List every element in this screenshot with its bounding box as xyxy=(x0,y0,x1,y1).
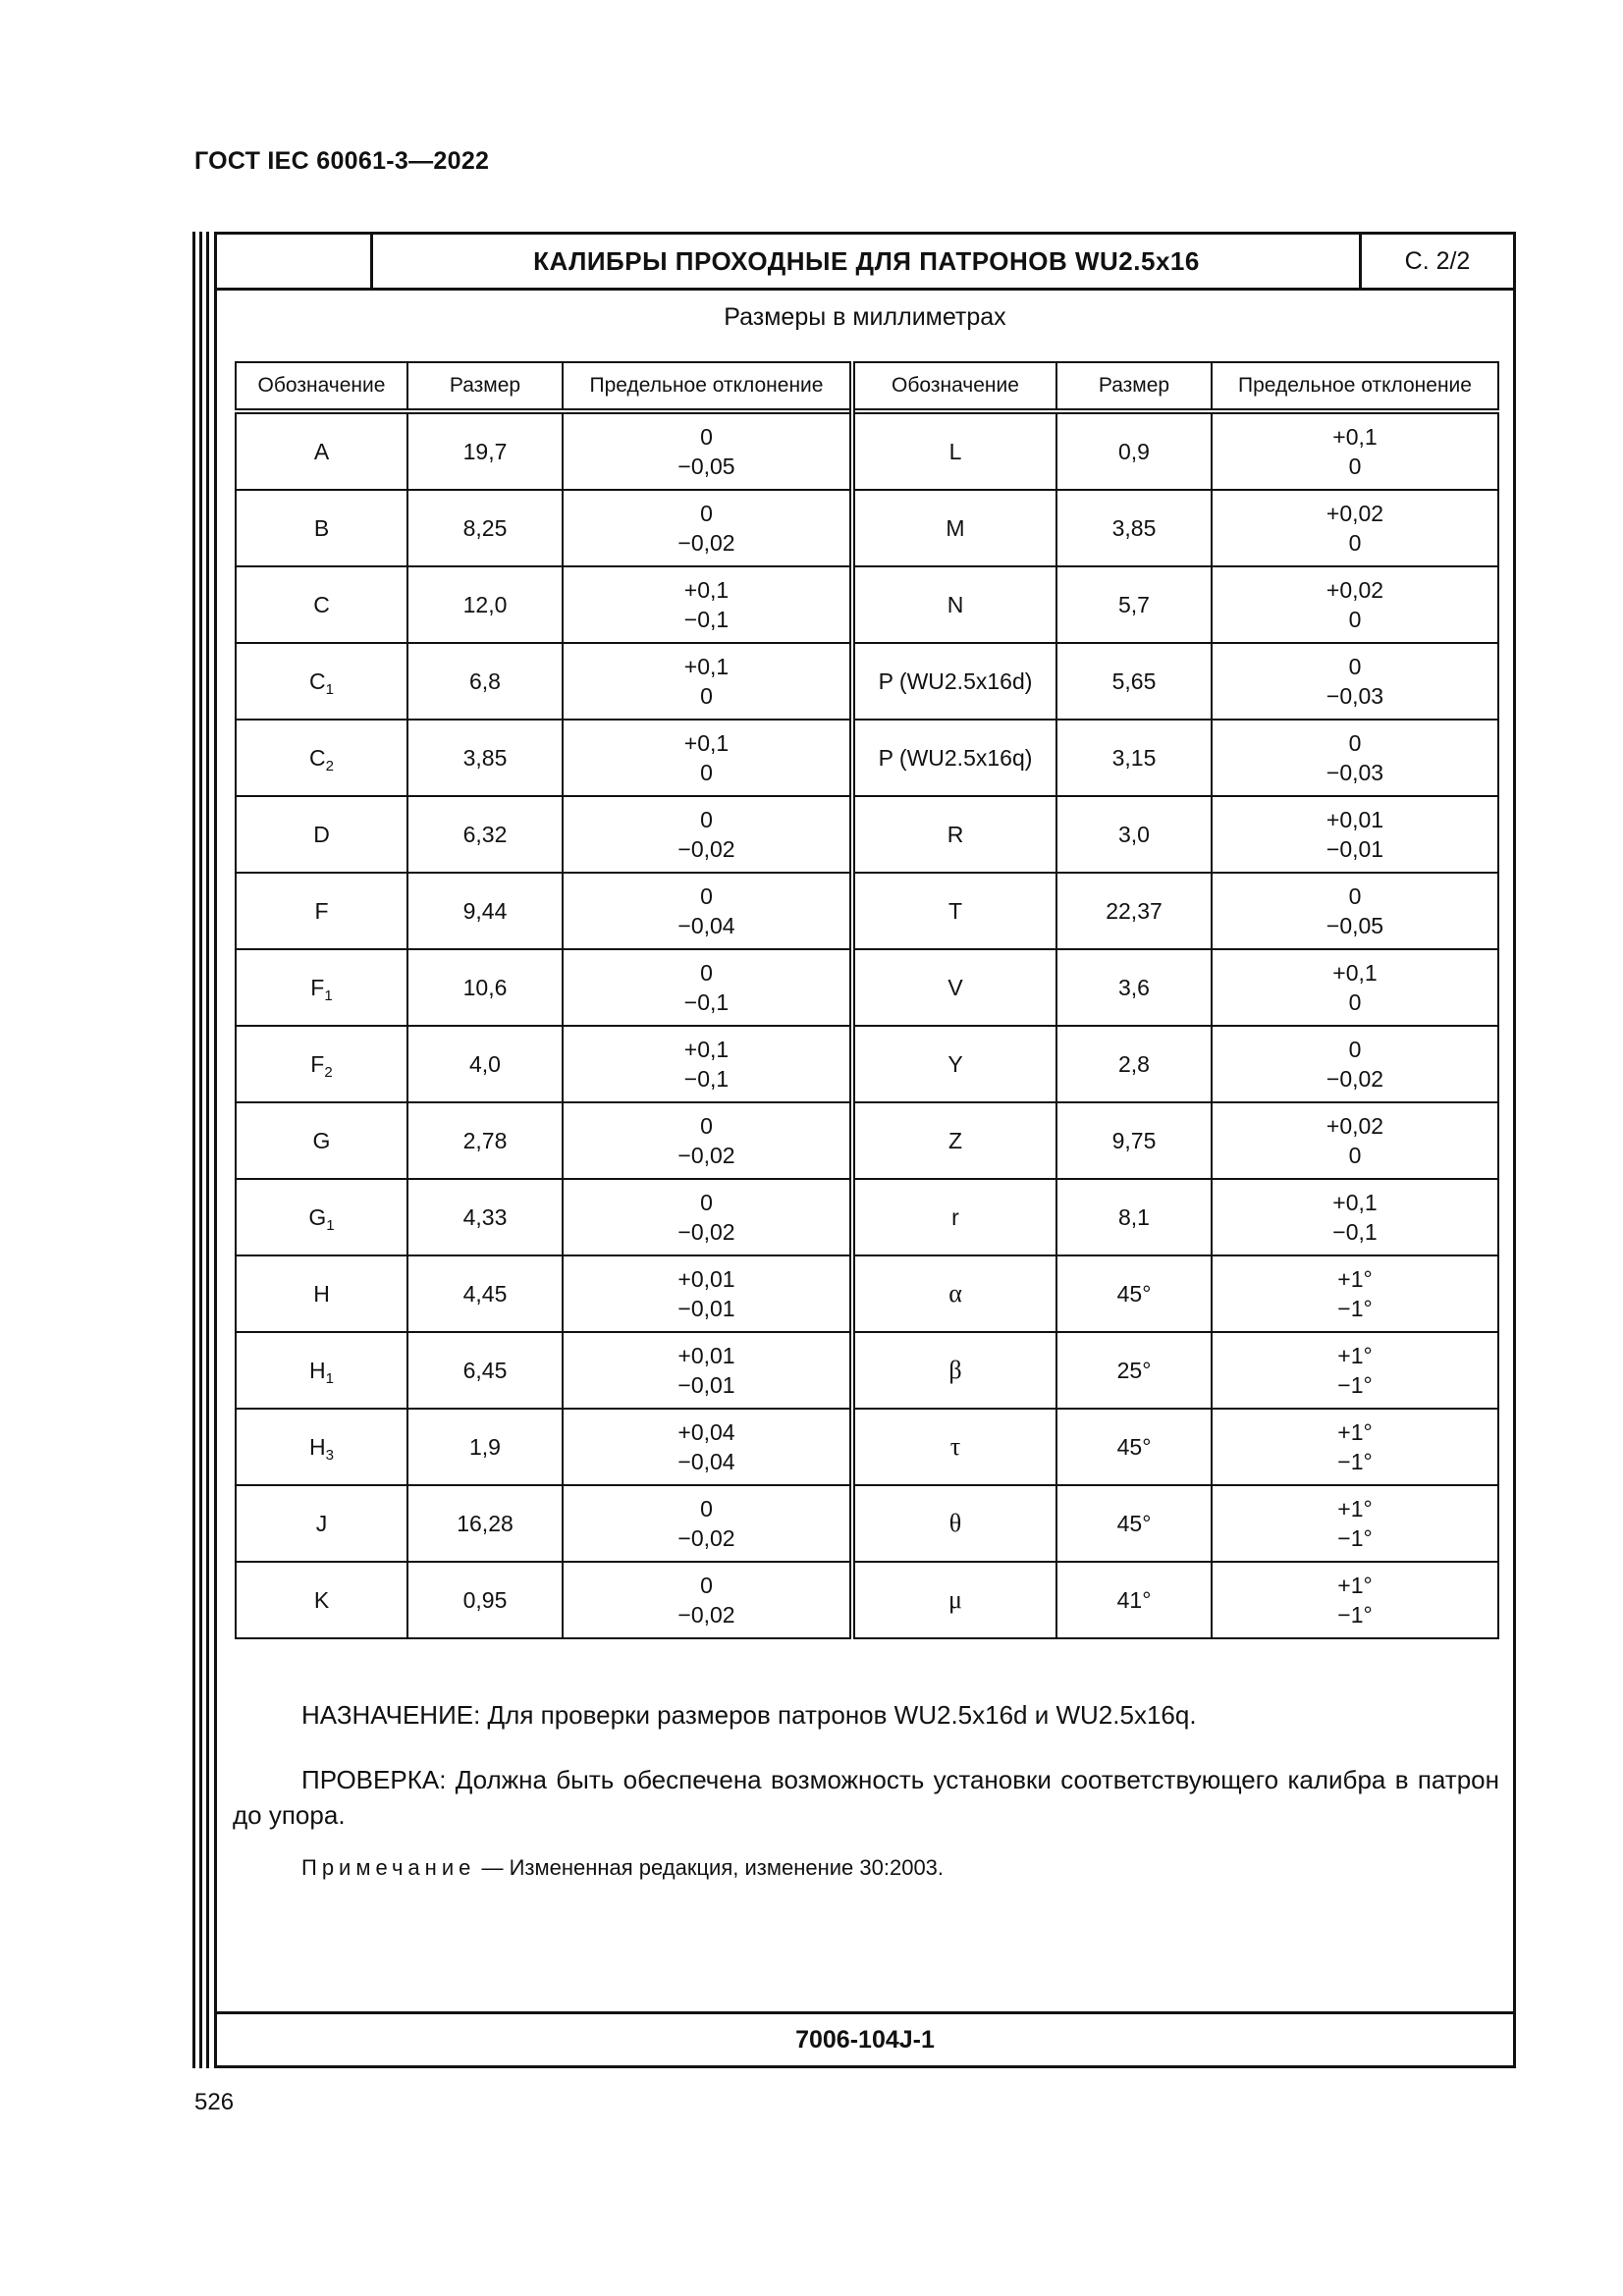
designation-cell xyxy=(852,1562,1056,1638)
deviation-lower: −0,02 xyxy=(677,530,735,556)
deviation-upper: +1° xyxy=(1337,1343,1373,1368)
designation-cell xyxy=(852,643,1056,720)
deviation-lower: −0,05 xyxy=(677,454,735,479)
size-cell: 12,0 xyxy=(407,566,563,643)
size-cell: 41° xyxy=(1056,1562,1212,1638)
deviation-upper: +0,1 xyxy=(1332,1190,1378,1215)
deviation-cell xyxy=(563,796,852,873)
deviation-upper: 0 xyxy=(700,1496,713,1522)
deviation-cell xyxy=(563,1562,852,1638)
title-row xyxy=(217,235,1513,291)
size-cell: 5,7 xyxy=(1056,566,1212,643)
designation-cell xyxy=(236,949,407,1026)
deviation-lower: 0 xyxy=(700,683,713,709)
table-row xyxy=(236,566,1498,643)
symbol-subscript: 3 xyxy=(325,1447,334,1464)
table-row xyxy=(236,411,1498,490)
designation-symbol: Y xyxy=(947,1051,963,1077)
size-cell: 2,8 xyxy=(1056,1026,1212,1102)
designation-cell xyxy=(852,1026,1056,1102)
sheet-number: С. 2/2 xyxy=(1359,235,1513,288)
deviation-upper: 0 xyxy=(700,501,713,526)
deviation-upper: 0 xyxy=(700,807,713,832)
deviation-cell xyxy=(563,1409,852,1485)
designation-symbol: B xyxy=(313,515,330,541)
table-row xyxy=(236,949,1498,1026)
table-row xyxy=(236,1485,1498,1562)
size-cell: 25° xyxy=(1056,1332,1212,1409)
title-blank-cell xyxy=(217,235,373,288)
deviation-upper: +0,02 xyxy=(1325,1113,1384,1139)
size-cell: 5,65 xyxy=(1056,643,1212,720)
deviation-upper: +0,02 xyxy=(1325,501,1384,526)
designation-cell xyxy=(236,1562,407,1638)
check-paragraph: ПРОВЕРКА: Должна быть обеспечена возможность установки соответствующего калибра в патрон до упора. xyxy=(233,1765,1499,1830)
deviation-lower: −1° xyxy=(1337,1602,1373,1628)
header-size-2: Размер xyxy=(1056,362,1212,411)
deviation-lower: −0,05 xyxy=(1325,913,1384,938)
deviation-upper: +0,02 xyxy=(1325,577,1384,603)
symbol-subscript: 2 xyxy=(324,1064,333,1081)
designation-cell xyxy=(236,1409,407,1485)
designation-cell xyxy=(852,411,1056,490)
designation-symbol: C xyxy=(309,668,326,694)
deviation-lower: −0,02 xyxy=(1325,1066,1384,1092)
deviation-upper: +0,1 xyxy=(683,1037,730,1062)
deviation-upper: +0,1 xyxy=(1332,424,1378,450)
designation-symbol: P (WU2.5x16d) xyxy=(878,668,1033,694)
frame-left-rule-middle xyxy=(199,232,202,2068)
designation-cell xyxy=(852,796,1056,873)
deviation-upper: 0 xyxy=(1348,883,1362,909)
size-cell: 3,15 xyxy=(1056,720,1212,796)
designation-cell xyxy=(236,490,407,566)
deviation-lower: −1° xyxy=(1337,1525,1373,1551)
purpose-paragraph: НАЗНАЧЕНИЕ: Для проверки размеров патронов WU2.5x16d и WU2.5x16q. xyxy=(301,1700,1197,1730)
deviation-upper: 0 xyxy=(700,1113,713,1139)
designation-symbol: J xyxy=(315,1511,328,1536)
deviation-cell xyxy=(1212,566,1498,643)
drawing-sheet-frame xyxy=(214,232,1516,2068)
deviation-upper: +0,1 xyxy=(683,577,730,603)
table-row xyxy=(236,1026,1498,1102)
table-row xyxy=(236,643,1498,720)
header-deviation-2: Предельное отклонение xyxy=(1212,362,1498,411)
designation-symbol: M xyxy=(946,515,965,541)
deviation-lower: −0,03 xyxy=(1325,683,1384,709)
symbol-subscript: 1 xyxy=(324,988,333,1004)
designation-cell xyxy=(236,1332,407,1409)
deviation-lower: −0,01 xyxy=(677,1296,735,1321)
table-header-row xyxy=(236,362,1498,411)
size-cell: 10,6 xyxy=(407,949,563,1026)
document-header: ГОСТ IEC 60061-3—2022 xyxy=(194,147,490,175)
deviation-lower: −1° xyxy=(1337,1449,1373,1474)
symbol-subscript: 2 xyxy=(325,758,334,774)
deviation-upper: 0 xyxy=(1348,730,1362,756)
deviation-lower: −0,01 xyxy=(1325,836,1384,862)
deviation-cell xyxy=(563,1332,852,1409)
deviation-cell xyxy=(1212,1562,1498,1638)
designation-symbol: H xyxy=(313,1281,330,1307)
designation-cell xyxy=(236,1255,407,1332)
deviation-upper: +0,01 xyxy=(677,1343,735,1368)
deviation-upper: +0,04 xyxy=(677,1419,735,1445)
header-deviation-1: Предельное отклонение xyxy=(563,362,852,411)
designation-symbol: C xyxy=(309,745,326,771)
symbol-subscript: 1 xyxy=(325,1370,334,1387)
designation-cell xyxy=(236,796,407,873)
size-cell: 3,85 xyxy=(407,720,563,796)
deviation-lower: 0 xyxy=(1348,989,1362,1015)
deviation-cell xyxy=(1212,1179,1498,1255)
designation-cell xyxy=(236,1179,407,1255)
designation-symbol: H xyxy=(309,1434,326,1460)
size-cell: 6,8 xyxy=(407,643,563,720)
designation-symbol: τ xyxy=(949,1432,961,1461)
designation-cell xyxy=(236,873,407,949)
deviation-lower: 0 xyxy=(1348,454,1362,479)
size-cell: 45° xyxy=(1056,1485,1212,1562)
designation-symbol: G xyxy=(308,1204,327,1230)
deviation-lower: 0 xyxy=(1348,607,1362,632)
designation-symbol: P (WU2.5x16q) xyxy=(878,745,1033,771)
deviation-lower: −0,02 xyxy=(677,1219,735,1245)
deviation-lower: 0 xyxy=(700,760,713,785)
size-cell: 19,7 xyxy=(407,411,563,490)
deviation-cell xyxy=(1212,949,1498,1026)
note-label: Примечание xyxy=(301,1855,476,1880)
size-cell: 9,75 xyxy=(1056,1102,1212,1179)
deviation-upper: 0 xyxy=(1348,1037,1362,1062)
deviation-lower: 0 xyxy=(1348,1143,1362,1168)
designation-symbol: Z xyxy=(947,1128,963,1153)
designation-cell xyxy=(852,720,1056,796)
frame-left-rule-outer xyxy=(192,232,195,2068)
size-cell: 9,44 xyxy=(407,873,563,949)
designation-symbol: C xyxy=(313,592,330,617)
designation-cell xyxy=(852,1102,1056,1179)
designation-cell xyxy=(852,566,1056,643)
designation-symbol: K xyxy=(313,1587,330,1613)
deviation-cell xyxy=(1212,796,1498,873)
designation-symbol: T xyxy=(947,898,963,924)
deviation-lower: −1° xyxy=(1337,1296,1373,1321)
frame-left-rule-inner xyxy=(206,232,209,2068)
units-caption: Размеры в миллиметрах xyxy=(724,303,1006,331)
designation-symbol: F xyxy=(314,898,329,924)
size-cell: 8,1 xyxy=(1056,1179,1212,1255)
deviation-cell xyxy=(563,1179,852,1255)
designation-cell xyxy=(852,1485,1056,1562)
deviation-cell xyxy=(563,720,852,796)
designation-symbol: F xyxy=(310,1051,325,1077)
designation-symbol: μ xyxy=(948,1585,962,1614)
designation-cell xyxy=(852,1179,1056,1255)
deviation-cell xyxy=(1212,643,1498,720)
deviation-cell xyxy=(1212,720,1498,796)
deviation-cell xyxy=(1212,490,1498,566)
deviation-upper: 0 xyxy=(700,1190,713,1215)
designation-symbol: G xyxy=(312,1128,331,1153)
designation-symbol: H xyxy=(309,1358,326,1383)
deviation-cell xyxy=(563,411,852,490)
size-cell: 3,0 xyxy=(1056,796,1212,873)
deviation-lower: −1° xyxy=(1337,1372,1373,1398)
size-cell: 1,9 xyxy=(407,1409,563,1485)
symbol-subscript: 1 xyxy=(325,681,334,698)
designation-symbol: α xyxy=(948,1279,962,1308)
designation-symbol: θ xyxy=(948,1509,962,1537)
designation-symbol: R xyxy=(947,822,964,847)
designation-cell xyxy=(236,566,407,643)
deviation-cell xyxy=(1212,1332,1498,1409)
deviation-cell xyxy=(563,949,852,1026)
note-paragraph xyxy=(301,1850,1499,1886)
designation-symbol: r xyxy=(951,1204,959,1230)
deviation-cell xyxy=(1212,1255,1498,1332)
designation-cell xyxy=(852,949,1056,1026)
designation-symbol: N xyxy=(947,592,964,617)
size-cell: 2,78 xyxy=(407,1102,563,1179)
table-row xyxy=(236,720,1498,796)
designation-cell xyxy=(852,1332,1056,1409)
size-cell: 45° xyxy=(1056,1409,1212,1485)
deviation-cell xyxy=(563,643,852,720)
deviation-lower: −0,02 xyxy=(677,1525,735,1551)
deviation-lower: −0,04 xyxy=(677,913,735,938)
deviation-cell xyxy=(563,1026,852,1102)
deviation-cell xyxy=(563,1102,852,1179)
deviation-lower: −0,02 xyxy=(677,836,735,862)
table-row xyxy=(236,1179,1498,1255)
header-designation-2: Обозначение xyxy=(852,362,1056,411)
deviation-upper: +0,01 xyxy=(1325,807,1384,832)
deviation-lower: −0,1 xyxy=(683,1066,730,1092)
size-cell: 6,32 xyxy=(407,796,563,873)
table-row xyxy=(236,1255,1498,1332)
deviation-lower: −0,02 xyxy=(677,1602,735,1628)
designation-symbol: F xyxy=(310,975,325,1000)
size-cell: 4,45 xyxy=(407,1255,563,1332)
note-text: — Измененная редакция, изменение 30:2003. xyxy=(475,1855,945,1880)
designation-cell xyxy=(236,1026,407,1102)
deviation-cell xyxy=(1212,1409,1498,1485)
deviation-cell xyxy=(1212,1485,1498,1562)
size-cell: 4,33 xyxy=(407,1179,563,1255)
designation-cell xyxy=(236,1102,407,1179)
designation-cell xyxy=(236,411,407,490)
designation-cell xyxy=(852,1255,1056,1332)
deviation-lower: −0,1 xyxy=(1332,1219,1378,1245)
size-cell: 0,9 xyxy=(1056,411,1212,490)
designation-cell xyxy=(236,720,407,796)
deviation-upper: +0,1 xyxy=(1332,960,1378,986)
deviation-upper: +0,01 xyxy=(677,1266,735,1292)
deviation-upper: 0 xyxy=(700,424,713,450)
designation-symbol: β xyxy=(948,1356,962,1384)
deviation-upper: +0,1 xyxy=(683,730,730,756)
table-row xyxy=(236,796,1498,873)
deviation-upper: 0 xyxy=(700,883,713,909)
deviation-lower: −0,01 xyxy=(677,1372,735,1398)
designation-cell xyxy=(852,1409,1056,1485)
designation-symbol: A xyxy=(313,439,330,464)
dimensions-table xyxy=(235,361,1499,1639)
deviation-upper: 0 xyxy=(1348,654,1362,679)
deviation-lower: −0,1 xyxy=(683,607,730,632)
designation-symbol: D xyxy=(313,822,330,847)
deviation-upper: +1° xyxy=(1337,1266,1373,1292)
designation-cell xyxy=(236,1485,407,1562)
table-row xyxy=(236,1332,1498,1409)
deviation-cell xyxy=(563,566,852,643)
size-cell: 3,85 xyxy=(1056,490,1212,566)
deviation-cell xyxy=(1212,1026,1498,1102)
size-cell: 16,28 xyxy=(407,1485,563,1562)
deviation-lower: −0,04 xyxy=(677,1449,735,1474)
table-row xyxy=(236,490,1498,566)
deviation-lower: −0,1 xyxy=(683,989,730,1015)
deviation-cell xyxy=(1212,873,1498,949)
size-cell: 3,6 xyxy=(1056,949,1212,1026)
table-row xyxy=(236,1102,1498,1179)
sheet-title: КАЛИБРЫ ПРОХОДНЫЕ ДЛЯ ПАТРОНОВ WU2.5x16 xyxy=(533,245,1200,276)
designation-symbol: L xyxy=(948,439,962,464)
deviation-upper: 0 xyxy=(700,960,713,986)
deviation-lower: −0,02 xyxy=(677,1143,735,1168)
table-row xyxy=(236,873,1498,949)
size-cell: 22,37 xyxy=(1056,873,1212,949)
deviation-cell xyxy=(563,490,852,566)
deviation-upper: +1° xyxy=(1337,1573,1373,1598)
designation-cell xyxy=(852,490,1056,566)
size-cell: 45° xyxy=(1056,1255,1212,1332)
deviation-cell xyxy=(563,1485,852,1562)
deviation-upper: +0,1 xyxy=(683,654,730,679)
deviation-cell xyxy=(563,873,852,949)
deviation-cell xyxy=(1212,1102,1498,1179)
size-cell: 0,95 xyxy=(407,1562,563,1638)
deviation-cell xyxy=(563,1255,852,1332)
page-number: 526 xyxy=(194,2089,235,2115)
designation-symbol: V xyxy=(947,975,963,1000)
designation-cell xyxy=(236,643,407,720)
size-cell: 6,45 xyxy=(407,1332,563,1409)
deviation-upper: +1° xyxy=(1337,1496,1373,1522)
deviation-lower: −0,03 xyxy=(1325,760,1384,785)
deviation-lower: 0 xyxy=(1348,530,1362,556)
deviation-cell xyxy=(1212,411,1498,490)
footer-code: 7006-104J-1 xyxy=(217,2011,1513,2065)
table-row xyxy=(236,1562,1498,1638)
deviation-upper: +1° xyxy=(1337,1419,1373,1445)
designation-cell xyxy=(852,873,1056,949)
symbol-subscript: 1 xyxy=(326,1217,335,1234)
table-row xyxy=(236,1409,1498,1485)
size-cell: 4,0 xyxy=(407,1026,563,1102)
header-designation-1: Обозначение xyxy=(236,362,407,411)
size-cell: 8,25 xyxy=(407,490,563,566)
header-size-1: Размер xyxy=(407,362,563,411)
deviation-upper: 0 xyxy=(700,1573,713,1598)
